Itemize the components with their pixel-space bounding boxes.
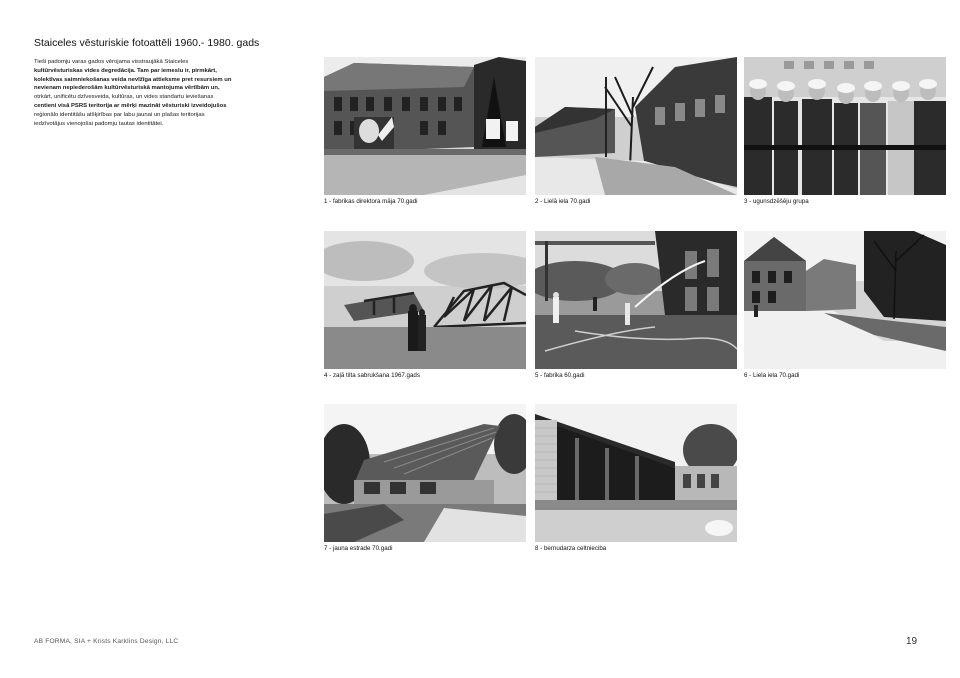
photo-caption: 4 - zaļā tilta sabrukšana 1967.gads: [324, 372, 420, 379]
photo-bridge-collapse-image: [324, 231, 526, 369]
photo-caption: 5 - fabrika 60.gadi: [535, 372, 585, 379]
photo-liela-street-image: [535, 57, 737, 195]
intro-line: nevienam nepiederošām kultūrvēsturiskā mantojuma vērtībām un,: [34, 85, 220, 92]
photo-kindergarten-construction: [535, 404, 737, 542]
page-number: 19: [906, 636, 918, 647]
photo-caption: 1 - fabrikas direktora māja 70.gadi: [324, 198, 418, 205]
intro-line: reģionālo identitāšu atšķirības par labu jaunai un plašas teritorijas: [34, 111, 205, 118]
footer-credits: AB FORMA, SIA + Krists Karklins Design, LLC: [34, 638, 179, 645]
photo-caption: 7 - jauna estrade 70.gadi: [324, 545, 393, 552]
page-title: Staiceles vēsturiskie fotoattēli 1960.- 1980. gads: [34, 37, 260, 49]
photo-factory-image: [535, 231, 737, 369]
photo-factory: [535, 231, 737, 369]
photo-liela-street: [535, 57, 737, 195]
photo-firefighters: [744, 57, 946, 195]
intro-line: iedzīvotājus vienojošai padomju tautas identitātei.: [34, 120, 164, 127]
photo-director-house-image: [324, 57, 526, 195]
photo-caption: 3 - ugunsdzēšēju grupa: [744, 198, 809, 205]
photo-liela-street-winter: [744, 231, 946, 369]
photo-firefighters-image: [744, 57, 946, 195]
photo-new-stage: [324, 404, 526, 542]
intro-line: centieni visā PSRS teritorija ar mērķi mazināt vēsturiski izveidojušos: [34, 102, 227, 109]
photo-kindergarten-construction-image: [535, 404, 737, 542]
intro-line: otrkārt, unificētu dzīvesveida, kultūras, un vides standartu ieviešanas: [34, 94, 214, 101]
intro-line: kultūrvēsturiskas vides degredācija. Tam par iemeslu ir, pirmkārt,: [34, 67, 217, 74]
photo-liela-street-winter-image: [744, 231, 946, 369]
photo-caption: 8 - bernudarza celtnieciba: [535, 545, 607, 552]
intro-line: Tieši padomju varas gados vērojama visstraujākā Staiceles: [34, 59, 189, 65]
photo-bridge-collapse: [324, 231, 526, 369]
intro-line: kolektīvas saimniekošanas veida nevīžīga attieksme pret resursiem un: [34, 76, 232, 83]
photo-caption: 2 - Lielā iela 70.gadi: [535, 198, 591, 205]
photo-director-house: [324, 57, 526, 195]
photo-new-stage-image: [324, 404, 526, 542]
photo-caption: 6 - Liela iela 70.gadi: [744, 372, 800, 379]
intro-paragraph: [34, 58, 274, 128]
